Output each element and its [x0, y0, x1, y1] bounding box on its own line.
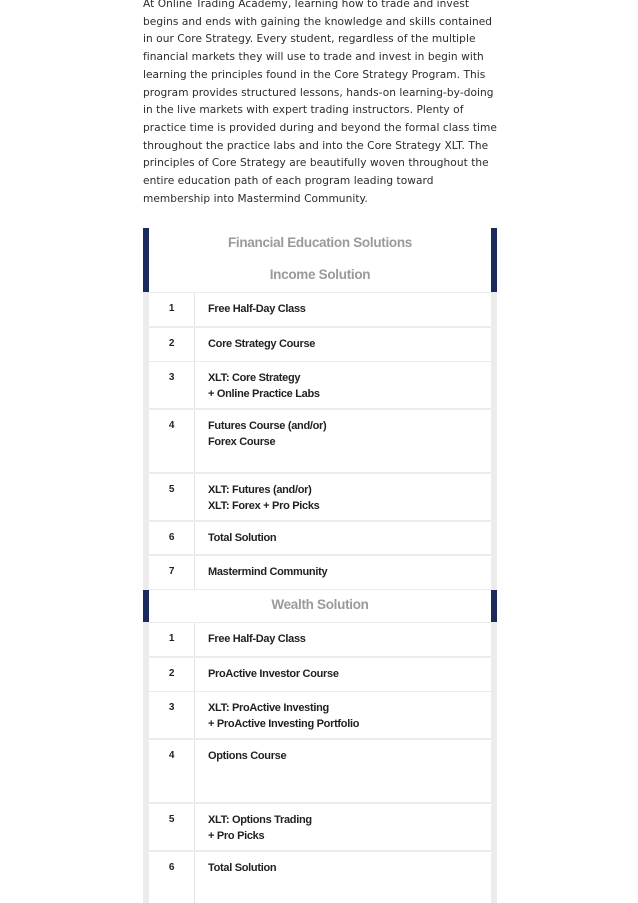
row-number: 1	[149, 293, 195, 326]
row-number: 2	[149, 328, 195, 361]
table-title: Financial Education Solutions	[227, 235, 413, 250]
row-number: 3	[149, 692, 195, 738]
table-row	[149, 328, 491, 361]
row-label: Free Half-Day Class	[208, 633, 306, 645]
row-number: 6	[149, 522, 195, 554]
table-row	[149, 852, 491, 903]
financial-education-table	[143, 228, 497, 903]
row-number: 1	[149, 623, 195, 656]
row-label: Options Course	[208, 750, 287, 762]
table-row	[149, 556, 491, 589]
row-number: 4	[149, 740, 195, 802]
wealth-solution-heading: Wealth Solution	[271, 597, 369, 612]
row-label: XLT: Core Strategy + Online Practice Labs	[208, 372, 320, 400]
row-number: 5	[149, 474, 195, 520]
table-row	[149, 623, 491, 656]
table-row	[149, 362, 491, 408]
table-row	[149, 740, 491, 802]
table-row	[149, 293, 491, 326]
row-number: 4	[149, 410, 195, 472]
table-title-header	[143, 228, 497, 260]
wealth-solution-header	[143, 590, 497, 622]
row-number: 3	[149, 362, 195, 408]
row-label: ProActive Investor Course	[208, 668, 339, 680]
row-label: XLT: Futures (and/or) XLT: Forex + Pro Picks	[208, 484, 320, 512]
intro-paragraph: At Online Trading Academy, learning how to trade and invest begins and ends with gaining the knowledge and skills contained in our Core Strategy. Every student, regardless of the multiple financial markets they will use to trade and invest in begin with learning the principles found in the Core Strategy Program. This program provides structured lessons, hands-on learning-by-doing in the live markets with expert trading instructors. Plenty of practice time is provided during and beyond the formal class time throughout the practice labs and into the Core Strategy XLT. The principles of Core Strategy are beautifully woven throughout the entire education path of each program leading toward membership into Mastermind Community.	[143, 0, 497, 205]
row-number: 7	[149, 556, 195, 589]
row-label: Mastermind Community	[208, 566, 328, 578]
table-row	[149, 474, 491, 520]
row-label: XLT: Options Trading + Pro Picks	[208, 814, 312, 842]
row-label: Core Strategy Course	[208, 338, 316, 350]
table-row	[149, 804, 491, 850]
table-row	[149, 692, 491, 738]
row-number: 6	[149, 852, 195, 903]
row-label: Futures Course (and/or) Forex Course	[208, 420, 327, 448]
row-number: 5	[149, 804, 195, 850]
table-row	[149, 522, 491, 554]
row-label: Total Solution	[208, 532, 277, 544]
table-row	[149, 658, 491, 691]
income-solution-header	[143, 260, 497, 292]
row-label: Free Half-Day Class	[208, 303, 306, 315]
table-row	[149, 410, 491, 472]
row-label: Total Solution	[208, 862, 277, 874]
income-solution-heading: Income Solution	[269, 267, 371, 282]
row-number: 2	[149, 658, 195, 691]
row-label: XLT: ProActive Investing + ProActive Investing Portfolio	[208, 702, 360, 730]
